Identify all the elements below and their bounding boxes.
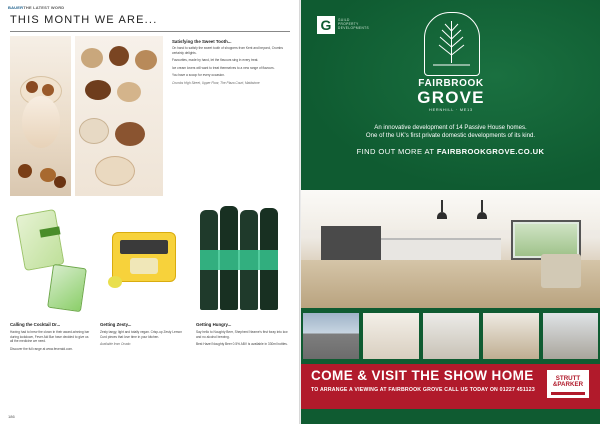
beer-bottles-photo	[196, 206, 292, 316]
logo-text-line: DEVELOPMENTS	[338, 26, 370, 31]
brand-line-1: FAIRBROOK	[418, 78, 484, 89]
agent-name-line: STRUTT	[555, 375, 581, 382]
hungry-heading: Getting Hungry...	[196, 322, 232, 327]
sweet-paragraph: Ice cream lovers will want to treat themselves to a new range of flavours.	[172, 65, 275, 70]
running-head-section: THE LATEST WORD	[23, 5, 65, 10]
viewing-phone-line[interactable]: TO ARRANGE A VIEWING AT FAIRBROOK GROVE CALL US TODAY ON 01227 451123	[311, 387, 535, 393]
hungry-paragraph: Best Hazel Noughty Beer 0.5% ABV is available in 330ml bottles.	[196, 342, 288, 347]
find-out-more	[309, 147, 592, 156]
thumbnail-exterior	[303, 313, 359, 359]
sweet-paragraph: You have a scoop for every occasion.	[172, 73, 225, 78]
sweet-paragraph: Favourites, made by hand, let the flavours sing in every treat.	[172, 58, 259, 63]
brand-line-2: GROVE	[417, 88, 485, 107]
thumbnail-hallway	[543, 313, 598, 359]
thumbnail-living-room	[483, 313, 539, 359]
guild-logo-icon: G	[317, 16, 335, 34]
page-number: 186	[8, 414, 15, 419]
thumbnail-bedroom	[423, 313, 479, 359]
show-home-heading: COME & VISIT THE SHOW HOME	[311, 368, 534, 383]
zesty-paragraph: Zesty tangy, light and totally vegan. Crisp-up Zesty Lemon Curd pieces that love time in your kitchen.	[100, 330, 182, 339]
cocktail-body	[10, 330, 92, 412]
title-rule	[10, 31, 290, 32]
strutt-parker-logo	[547, 370, 589, 398]
tagline-line-2: One of the UK's first private domestic developments of its kind.	[365, 132, 536, 140]
property-thumbnails	[301, 313, 600, 359]
brand-location: HERNHILL · ME13	[429, 108, 473, 112]
find-out-prefix: FIND OUT MORE AT	[356, 147, 435, 156]
thumbnail-bathroom	[363, 313, 419, 359]
fairbrook-grove-advert	[301, 0, 600, 424]
guild-logo-text	[338, 18, 369, 31]
section-title: THIS MONTH WE ARE...	[10, 14, 158, 26]
sweet-heading: Satisfying the Sweet Tooth...	[172, 39, 232, 44]
cocktail-paragraph: Discover the full range at www.feveraid.com.	[10, 346, 73, 351]
kitchen-interior-photo	[301, 190, 600, 308]
dessert-photo	[10, 36, 71, 196]
running-head-brand: BAUER	[8, 5, 24, 10]
sweet-paragraph: On hand to satisfy the sweet tooth of shoppers from Kent and beyond, Crumbs certainly delights.	[172, 46, 283, 55]
logo-text-line: GUILD	[338, 18, 350, 22]
advert-tagline	[309, 124, 592, 140]
hungry-body	[196, 330, 292, 412]
zesty-box-photo	[100, 206, 188, 316]
development-brand	[401, 78, 501, 112]
advert-footer-strip	[301, 409, 600, 424]
hungry-paragraph: Say hello to Noughty Beer, Shepherd Neame's first foray into low and no alcohol brewing.	[196, 330, 288, 339]
cocktail-pouch-photo	[10, 206, 92, 316]
zesty-body	[100, 330, 188, 390]
logo-text-line: PROPERTY	[338, 22, 359, 27]
cocktail-paragraph: Having had to brew the clown in their award-winning bar during lockdown, Fever Aid Bar have decided to give us all the medicine we need.	[10, 330, 90, 344]
agent-name-line: &PARKER	[552, 381, 584, 389]
tree-emblem-icon	[424, 12, 480, 76]
agent-name	[547, 376, 589, 389]
tagline-line-1: An innovative development of 14 Passive House homes.	[374, 124, 527, 131]
website-link[interactable]: FAIRBROOKGROVE.CO.UK	[436, 147, 545, 156]
sweet-body	[172, 46, 290, 196]
sweet-cite: Crumbs High Street, Upper Floor, The Plaza Court, Maidstone	[172, 80, 260, 85]
zesty-cite: Available from Ocado	[100, 342, 131, 347]
running-head	[8, 5, 64, 10]
zesty-heading: Getting Zesty...	[100, 322, 132, 327]
truffles-photo	[75, 36, 163, 196]
cocktail-heading: Calling the Cocktail Dr...	[10, 322, 61, 327]
logo-bar	[551, 392, 585, 395]
